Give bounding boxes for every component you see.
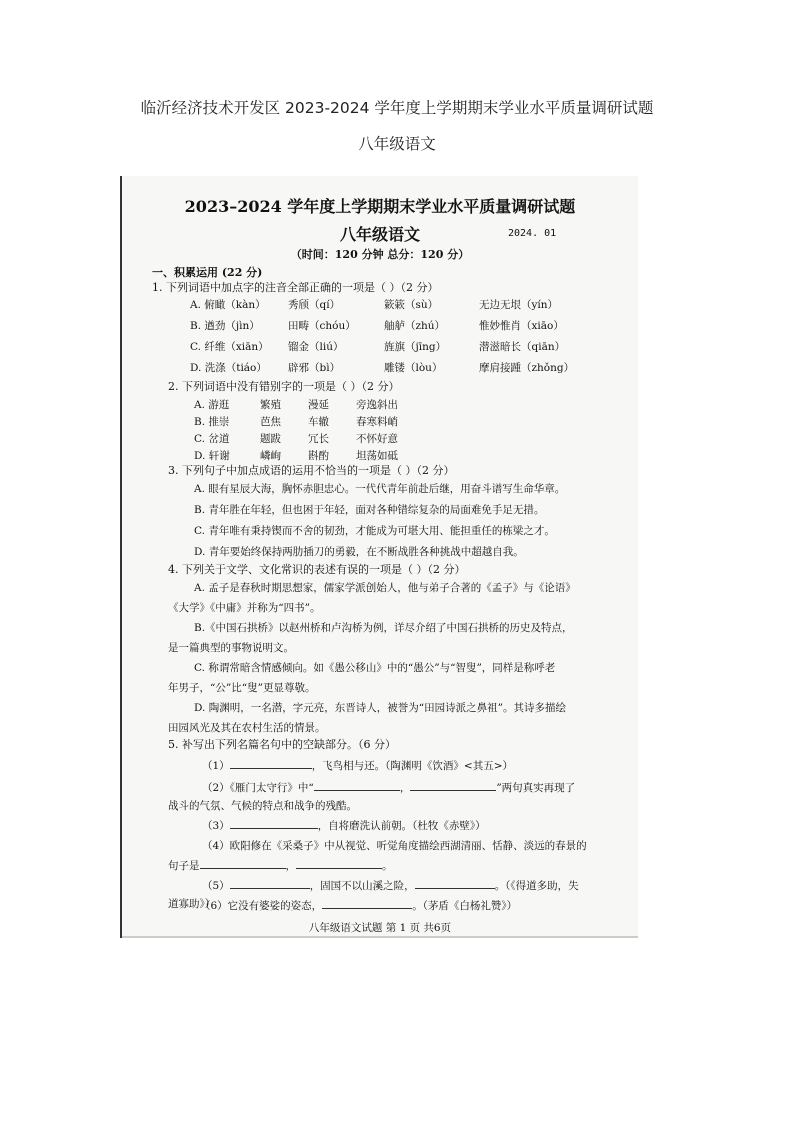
- q4-line-6: 年男子，“公”比“叟”更显尊敬。: [168, 682, 316, 694]
- q1-b1: B. 遒劲（jìn）: [190, 320, 260, 332]
- q2-a4: 旁逸斜出: [356, 399, 398, 411]
- q2-b1: B. 推崇: [194, 416, 230, 428]
- q5-2-continuation: 战斗的气氛、气候的特点和战争的残酷。: [168, 800, 357, 812]
- q1-d2: 辟邪（bì）: [288, 362, 341, 374]
- q3-option-a: A. 眼有星辰大海，胸怀赤胆忠心。一代代青年前赴后继，用奋斗谱写生命华章。: [194, 483, 566, 495]
- q1-a3: 簌簌（sù）: [384, 299, 439, 311]
- q2-d1: D. 轩谢: [194, 450, 230, 462]
- q1-stem: 1. 下列词语中加点字的注音全部正确的一项是（ ）（2 分）: [152, 281, 439, 294]
- q5-1-text: ，飞鸟相与还。（陶渊明《饮酒》<其五>）: [311, 760, 514, 772]
- q5-6-text: 。（茅盾《白杨礼赞》）: [412, 900, 518, 912]
- q1-b4: 惟妙惟肖（xiāo）: [479, 320, 564, 332]
- document-subtitle: 八年级语文: [358, 135, 436, 153]
- q2-c4: 不怀好意: [356, 433, 398, 445]
- q4-line-5: C. 称谓常暗含情感倾向。如《愚公移山》中的“愚公”与“智叟”，同样是称呼老: [194, 662, 556, 674]
- q1-d4: 摩肩接踵（zhǒng）: [479, 362, 575, 374]
- q1-a1: A. 俯瞰（kàn）: [190, 299, 266, 311]
- q5-item-4-answer: [168, 858, 393, 873]
- q2-b4: 春寒料峭: [356, 416, 398, 428]
- q5-4-prefix: 句子是: [168, 860, 200, 872]
- q2-d3: 斟酌: [308, 450, 329, 462]
- q5-item-6: [200, 898, 517, 913]
- q1-b2: 田畴（chóu）: [288, 320, 356, 332]
- scanned-exam-page: [120, 176, 638, 938]
- scan-edge: [122, 936, 638, 938]
- answer-blank[interactable]: [322, 898, 412, 909]
- q3-stem: 3. 下列句子中加点成语的运用不恰当的一项是（ ）（2 分）: [168, 464, 455, 477]
- q5-4-sep: ，: [285, 860, 296, 872]
- q5-3-text: ，自将磨洗认前朝。（杜牧《赤壁》）: [317, 820, 486, 832]
- q5-6-prefix: （6）它没有婆娑的姿态，: [200, 900, 323, 912]
- answer-blank[interactable]: [230, 878, 310, 889]
- q4-line-4: 是一篇典型的事物说明文。: [168, 642, 294, 654]
- answer-blank[interactable]: [230, 818, 318, 829]
- q4-line-7: D. 陶渊明，一名潜，字元亮，东晋诗人，被誉为“田园诗派之鼻祖”。其诗多描绘: [194, 702, 566, 714]
- answer-blank[interactable]: [200, 858, 286, 869]
- q1-d1: D. 洗涤（tiáo）: [190, 362, 267, 374]
- q5-item-1: [202, 758, 513, 773]
- q3-option-d: D. 青年要始终保持两肋插刀的勇毅，在不断战胜各种挑战中超越自我。: [194, 546, 524, 558]
- q2-c2: 题跋: [260, 433, 281, 445]
- q5-item-2: [202, 780, 575, 795]
- q4-line-8: 田园风光及其在农村生活的情景。: [168, 722, 326, 734]
- q2-b2: 芭焦: [260, 416, 281, 428]
- exam-title: 2023–2024 学年度上学期期末学业水平质量调研试题: [184, 197, 576, 216]
- q1-c1: C. 纤维（xiān）: [190, 341, 269, 353]
- q5-1-prefix: （1）: [202, 760, 230, 772]
- q5-2-prefix: （2）《雁门太守行》中“: [202, 782, 314, 794]
- q5-2-sep: ，: [399, 782, 411, 794]
- q5-4-end: 。: [382, 860, 393, 872]
- q1-c3: 旌旗（jīng）: [384, 341, 447, 353]
- q4-line-1: A. 孟子是春秋时期思想家，儒家学派创始人，他与弟子合著的《孟子》与《论语》: [194, 582, 576, 594]
- q1-b3: 舳舻（zhú）: [384, 320, 446, 332]
- q5-item-5: [202, 878, 579, 893]
- answer-blank[interactable]: [314, 780, 400, 791]
- q5-2-text: ”两句真实再现了: [496, 782, 576, 794]
- q2-a2: 繁殖: [260, 399, 281, 411]
- section-heading: 一、积累运用 (22 分): [152, 266, 263, 279]
- q4-line-3: B.《中国石拱桥》以赵州桥和卢沟桥为例，详尽介绍了中国石拱桥的历史及特点，: [194, 622, 573, 634]
- q3-option-c: C. 青年唯有秉持锲而不舍的韧劲，才能成为可堪大用、能担重任的栋梁之才。: [194, 525, 555, 537]
- q2-b3: 车辙: [308, 416, 329, 428]
- answer-blank[interactable]: [415, 878, 495, 889]
- exam-footer: 八年级语文试题 第 1 页 共6页: [308, 922, 452, 934]
- q5-item-3: [202, 818, 486, 833]
- q5-5-prefix: （5）: [202, 880, 230, 892]
- q2-stem: 2. 下列词语中没有错别字的一项是（ ）（2 分）: [168, 380, 400, 393]
- q2-c1: C. 岔道: [194, 433, 230, 445]
- q1-d3: 雕镂（lòu）: [384, 362, 443, 374]
- q2-a3: 漫延: [308, 399, 329, 411]
- exam-meta: （时间：120 分钟 总分：120 分）: [290, 248, 470, 261]
- q1-a2: 秀颀（qí）: [288, 299, 341, 311]
- q2-d4: 坦荡如砥: [356, 450, 398, 462]
- q2-c3: 冗长: [308, 433, 329, 445]
- answer-blank[interactable]: [296, 858, 382, 869]
- q4-stem: 4. 下列关于文学、文化常识的表述有误的一项是（ ）（2 分）: [168, 563, 466, 576]
- q4-line-2: 《大学》《中庸》并称为“四书”。: [168, 602, 321, 614]
- q1-c4: 潜滋暗长（qiān）: [479, 341, 566, 353]
- q5-item-4: （4）欧阳修在《采桑子》中从视觉、听觉角度描绘西湖清丽、恬静、淡远的春景的: [202, 840, 587, 852]
- q1-a4: 无边无垠（yín）: [479, 299, 559, 311]
- q5-5-text: 。（《得道多助，失: [494, 880, 579, 892]
- answer-blank[interactable]: [230, 758, 312, 769]
- q5-stem: 5. 补写出下列名篇名句中的空缺部分。（6 分）: [168, 738, 396, 751]
- q2-a1: A. 游逛: [194, 399, 230, 411]
- exam-subject: 八年级语文: [339, 225, 420, 244]
- q3-option-b: B. 青年胜在年轻，但也困于年轻，面对各种错综复杂的局面难免手足无措。: [194, 504, 545, 516]
- document-title: 临沂经济技术开发区 2023-2024 学年度上学期期末学业水平质量调研试题: [140, 99, 654, 117]
- q5-5-continuation: 道寡助》）: [168, 898, 216, 910]
- answer-blank[interactable]: [410, 780, 496, 791]
- q5-5-mid: ，固国不以山溪之险，: [309, 880, 415, 892]
- q5-3-prefix: （3）: [202, 820, 230, 832]
- q2-d2: 嶙峋: [260, 450, 281, 462]
- exam-date: 2024. 01: [508, 228, 557, 239]
- q1-c2: 镏金（liú）: [288, 341, 344, 353]
